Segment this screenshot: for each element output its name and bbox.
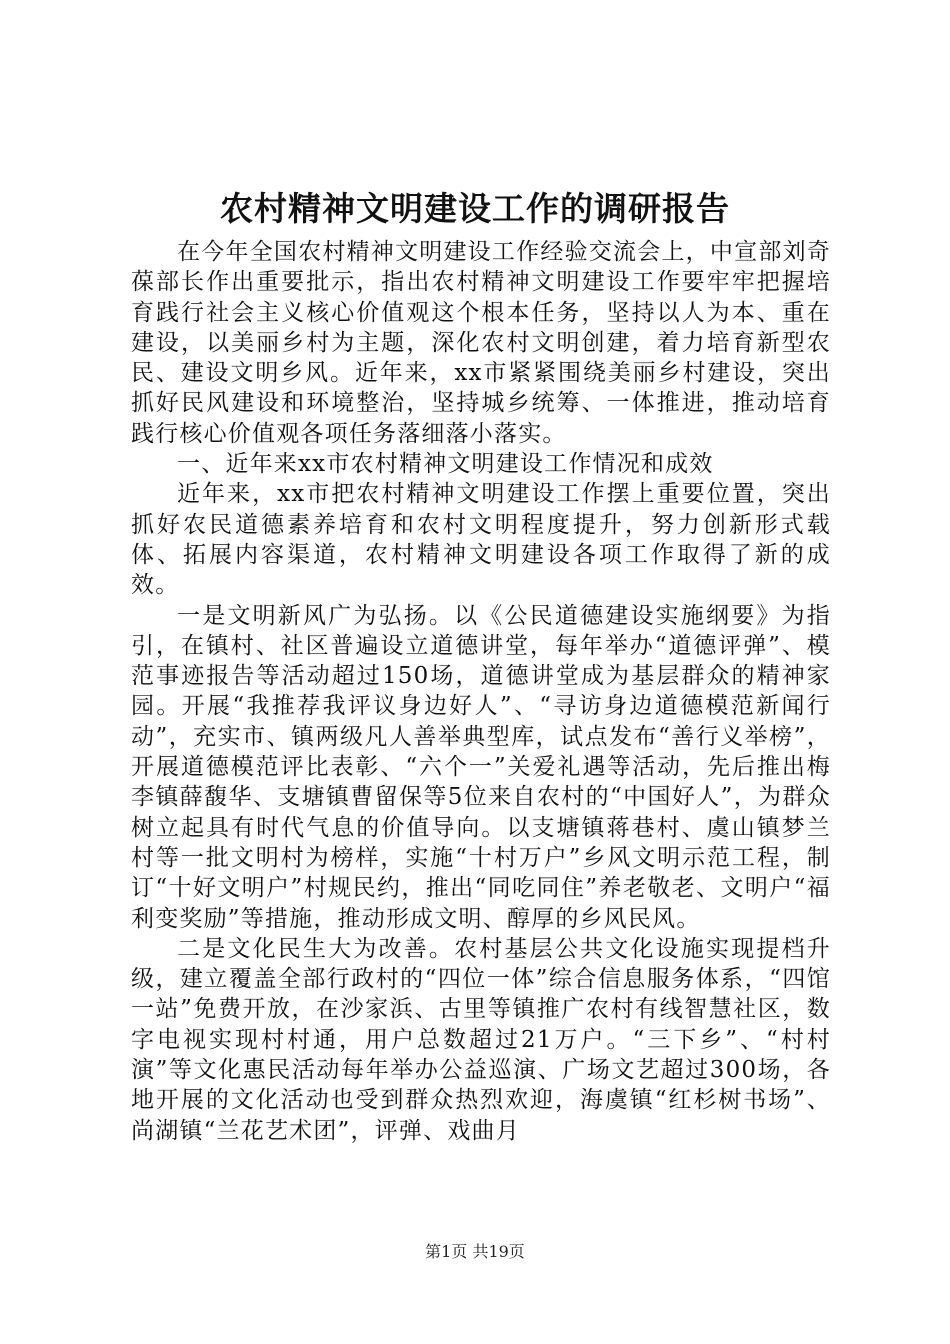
paragraph-overview: 近年来，xx市把农村精神文明建设工作摆上重要位置，突出抓好农民道德素养培育和农村文明程度提升，努力创新形式载体、拓展内容渠道，农村精神文明建设各项工作取得了新的成效。 [131,481,831,599]
paragraph-intro: 在今年全国农村精神文明建设工作经验交流会上，中宣部刘奇葆部长作出重要批示，指出农村精神文明建设工作要牢牢把握培育践行社会主义核心价值观这个根本任务，坚持以人为本、重在建设，以美丽乡村为主题，深化农村文明创建，着力培育新型农民、建设文明乡风。近年来，xx市紧紧围绕美丽乡村建设，突出抓好民风建设和环境整治，坚持城乡统筹、一体推进，推动培育践行核心价值观各项任务落细落小落实。 [131,239,831,447]
document-title: 农村精神文明建设工作的调研报告 [220,189,730,228]
paragraph-civilization: 一是文明新风广为弘扬。以《公民道德建设实施纲要》为指引，在镇村、社区普遍设立道德讲堂，每年举办“道德评弹”、模范事迹报告等活动超过150场，道德讲堂成为基层群众的精神家园。开展“我推荐我评议身边好人”、“寻访身边道德模范新闻行动”，充实市、镇两级凡人善举典型库，试点发布“善行义举榜”，开展道德模范评比表彰、“六个一”关爱礼遇等活动，先后推出梅李镇薛馥华、支塘镇曹留保等5位来自农村的“中国好人”，为群众树立起具有时代气息的价值导向。以支塘镇蒋巷村、虞山镇梦兰村等一批文明村为榜样，实施“十村万户”乡风文明示范工程，制订“十好文明户”村规民约，推出“同吃同住”养老敬老、文明户“福利变奖励”等措施，推动形成文明、醇厚的乡风民风。 [131,602,831,932]
page-footer: 第1页 共19页 [425,1242,525,1261]
section-heading: 一、近年来xx市农村精神文明建设工作情况和成效 [177,451,714,478]
paragraph-culture: 二是文化民生大为改善。农村基层公共文化设施实现提档升级，建立覆盖全部行政村的“四位一体”综合信息服务体系，“四馆一站”免费开放，在沙家浜、古里等镇推广农村有线智慧社区，数字电视实现村村通，用户总数超过21万户。“三下乡”、“村村演”等文化惠民活动每年举办公益巡演、广场文艺超过300场，各地开展的文化活动也受到群众热烈欢迎，海虞镇“红杉树书场”、尚湖镇“兰花艺术团”，评弹、戏曲月 [131,935,831,1144]
document-body [131,237,831,1146]
